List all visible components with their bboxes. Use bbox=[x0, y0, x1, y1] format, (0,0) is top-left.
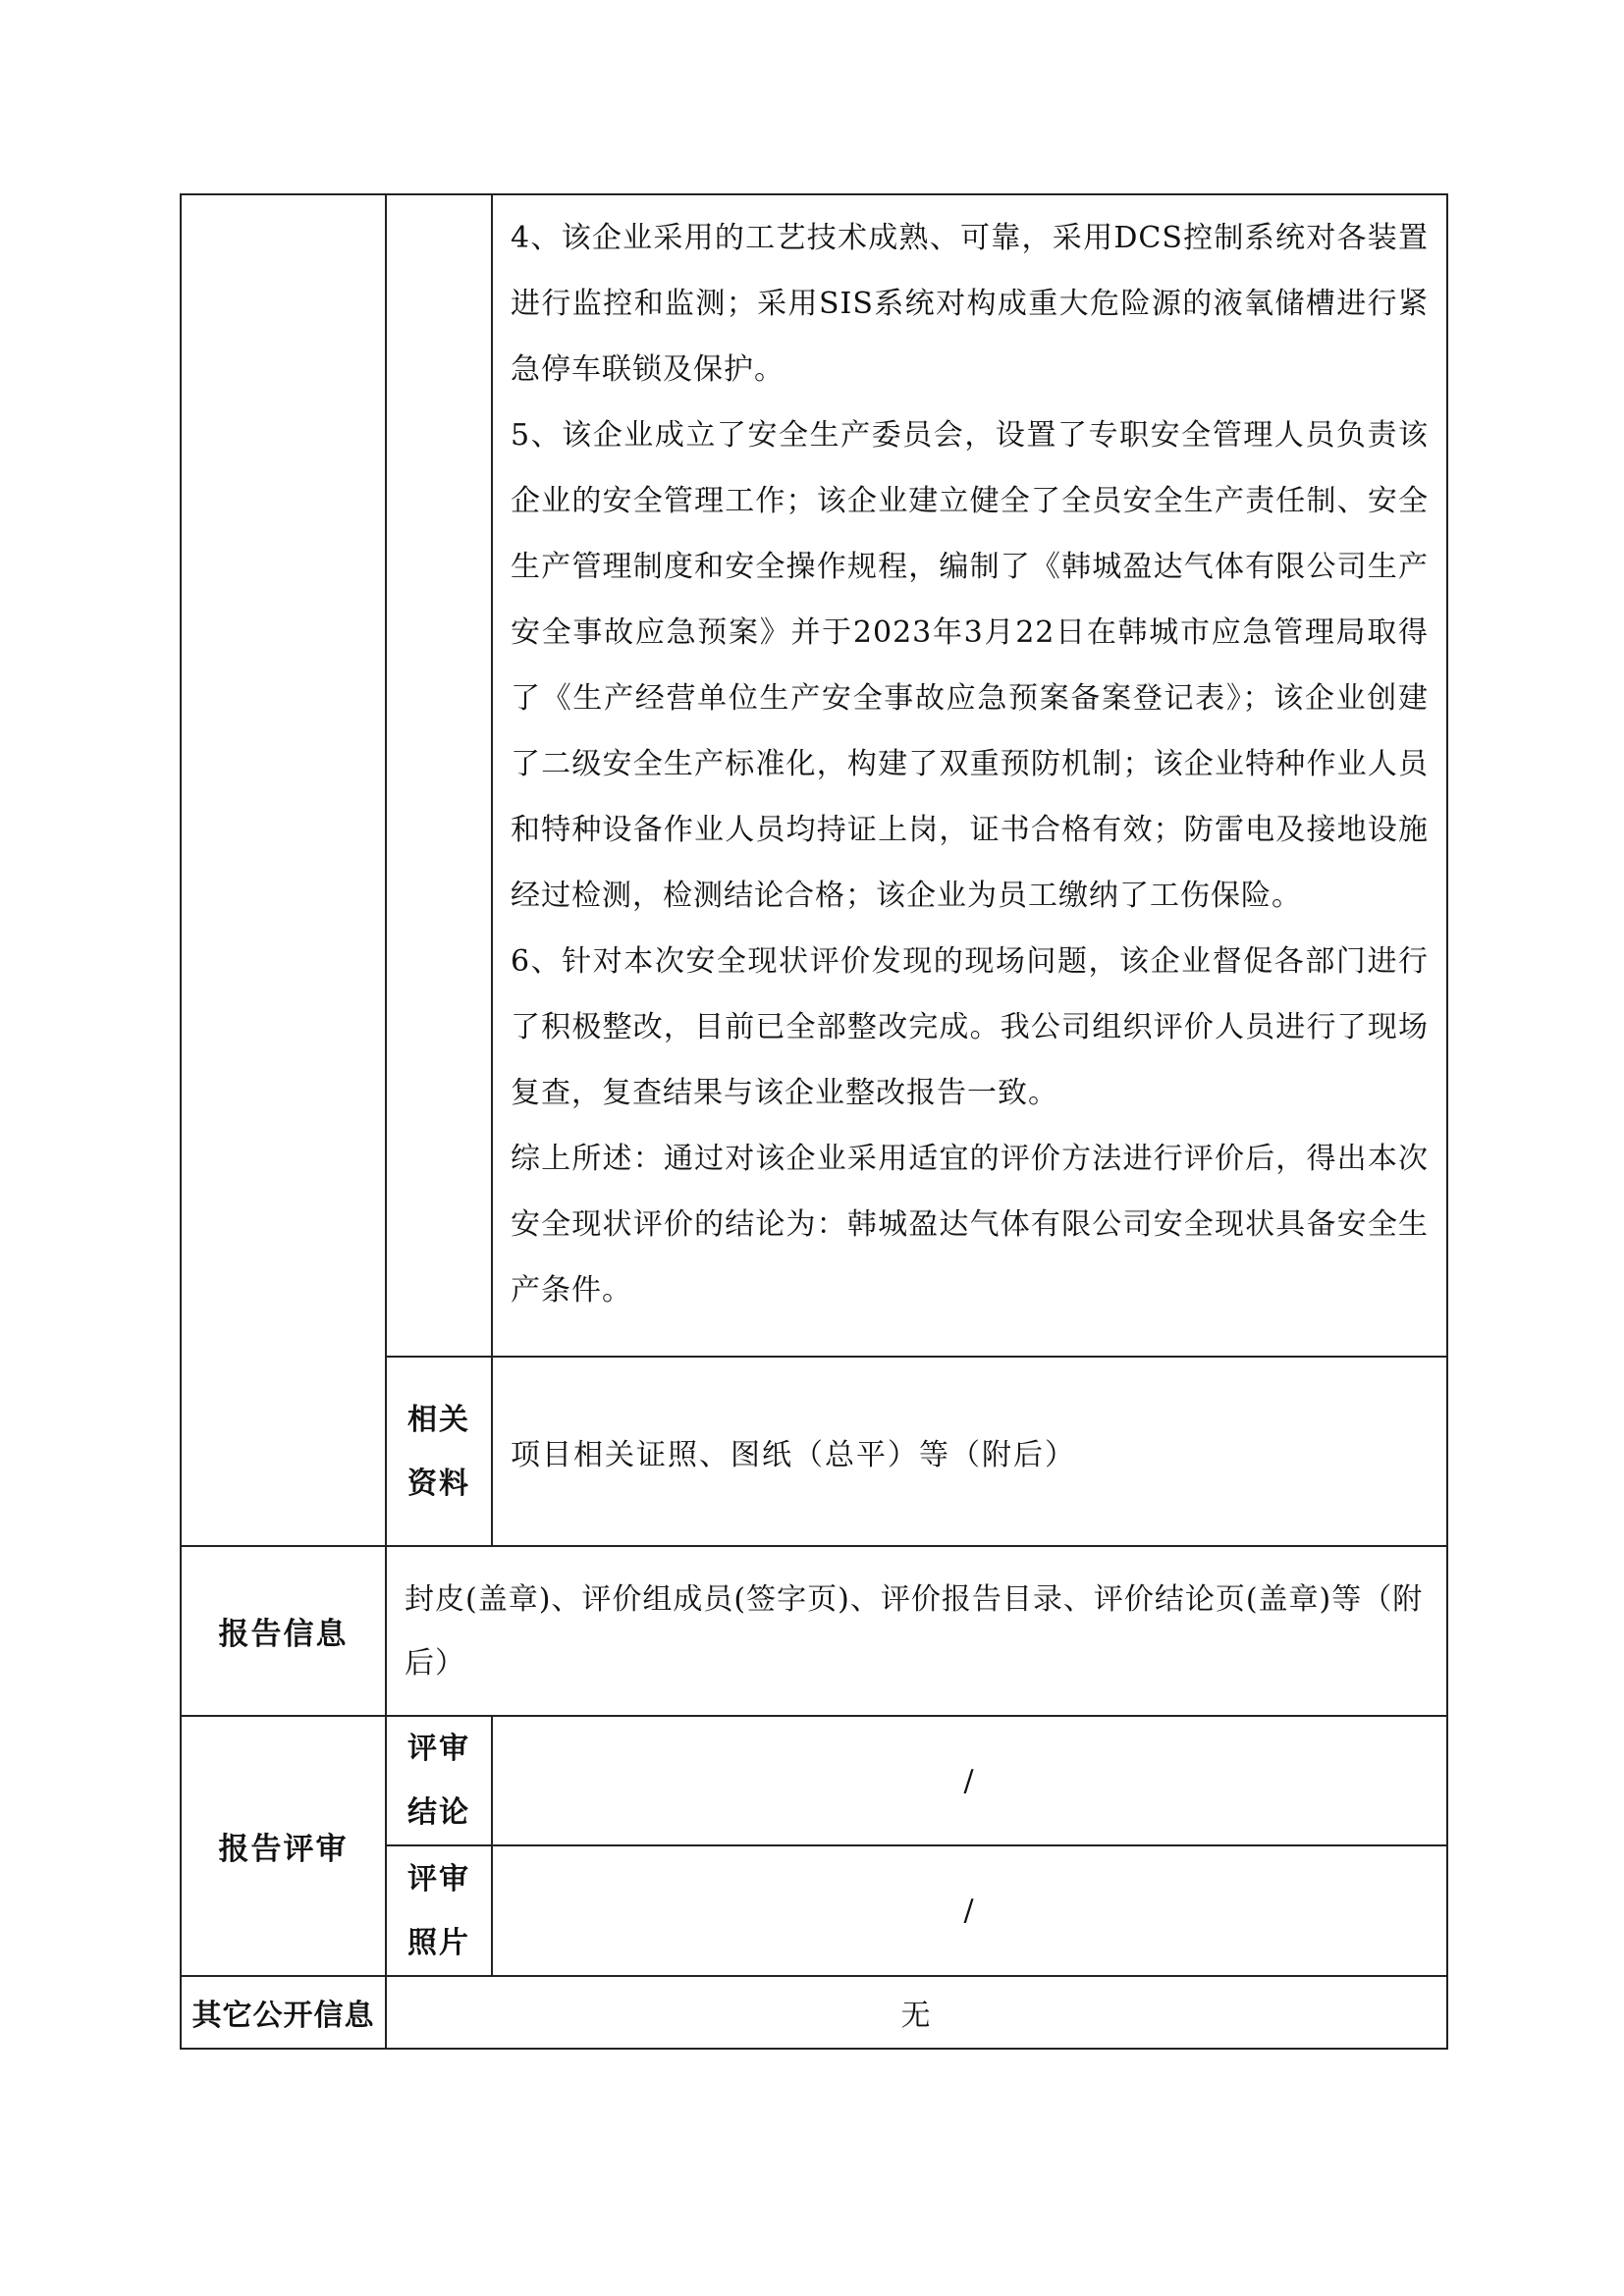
conclusion-paragraph-6: 6、针对本次安全现状评价发现的现场问题，该企业督促各部门进行了积极整改，目前已全部整改完成。我公司组织评价人员进行了现场复查，复查结果与该企业整改报告一致。 bbox=[511, 944, 1429, 1110]
related-value: 项目相关证照、图纸（总平）等（附后） bbox=[492, 1357, 1447, 1546]
conclusion-row bbox=[181, 194, 1447, 1357]
review-photo-label bbox=[386, 1845, 492, 1976]
other-info-label: 其它公开信息 bbox=[181, 1976, 386, 2049]
review-conclusion-value: / bbox=[492, 1716, 1447, 1845]
conclusion-paragraph-4: 4、该企业采用的工艺技术成熟、可靠，采用DCS控制系统对各装置进行监控和监测；采用SIS系统对构成重大危险源的液氧储槽进行紧急停车联锁及保护。 bbox=[511, 221, 1429, 387]
conclusion-text-cell bbox=[492, 194, 1447, 1357]
report-info-value: 封皮(盖章)、评价组成员(签字页)、评价报告目录、评价结论页(盖章)等（附后） bbox=[386, 1546, 1447, 1716]
review-conclusion-label bbox=[386, 1716, 492, 1845]
continued-sublabel-cell bbox=[386, 194, 492, 1357]
review-photo-value: / bbox=[492, 1845, 1447, 1976]
document-table bbox=[180, 193, 1448, 2050]
continued-label-cell bbox=[181, 194, 386, 1546]
related-label-line1: 相关 bbox=[407, 1402, 470, 1437]
conclusion-summary: 综上所述：通过对该企业采用适宜的评价方法进行评价后，得出本次安全现状评价的结论为：韩城盈达气体有限公司安全现状具备安全生产条件。 bbox=[511, 1142, 1429, 1308]
review-conclusion-label-line1: 评审 bbox=[407, 1732, 470, 1766]
other-info-value: 无 bbox=[386, 1976, 1447, 2049]
report-review-label: 报告评审 bbox=[181, 1716, 386, 1976]
conclusion-paragraph-5: 5、该企业成立了安全生产委员会，设置了专职安全管理人员负责该企业的安全管理工作；该企业建立健全了全员安全生产责任制、安全生产管理制度和安全操作规程，编制了《韩城盈达气体有限公司生产安全事故应急预案》并于2023年3月22日在韩城市应急管理局取得了《生产经营单位生产安全事故应急预案备案登记表》；该企业创建了二级安全生产标准化，构建了双重预防机制；该企业特种作业人员和特种设备作业人员均持证上岗，证书合格有效；防雷电及接地设施经过检测，检测结论合格；该企业为员工缴纳了工伤保险。 bbox=[511, 418, 1429, 913]
related-label-line2: 资料 bbox=[407, 1466, 470, 1501]
report-info-row bbox=[181, 1546, 1447, 1716]
related-label bbox=[386, 1357, 492, 1546]
other-info-row bbox=[181, 1976, 1447, 2049]
review-conclusion-label-line2: 结论 bbox=[407, 1795, 470, 1830]
report-info-label: 报告信息 bbox=[181, 1546, 386, 1716]
review-photo-label-line2: 照片 bbox=[407, 1925, 470, 1960]
review-photo-label-line1: 评审 bbox=[407, 1861, 470, 1896]
review-conclusion-row bbox=[181, 1716, 1447, 1845]
